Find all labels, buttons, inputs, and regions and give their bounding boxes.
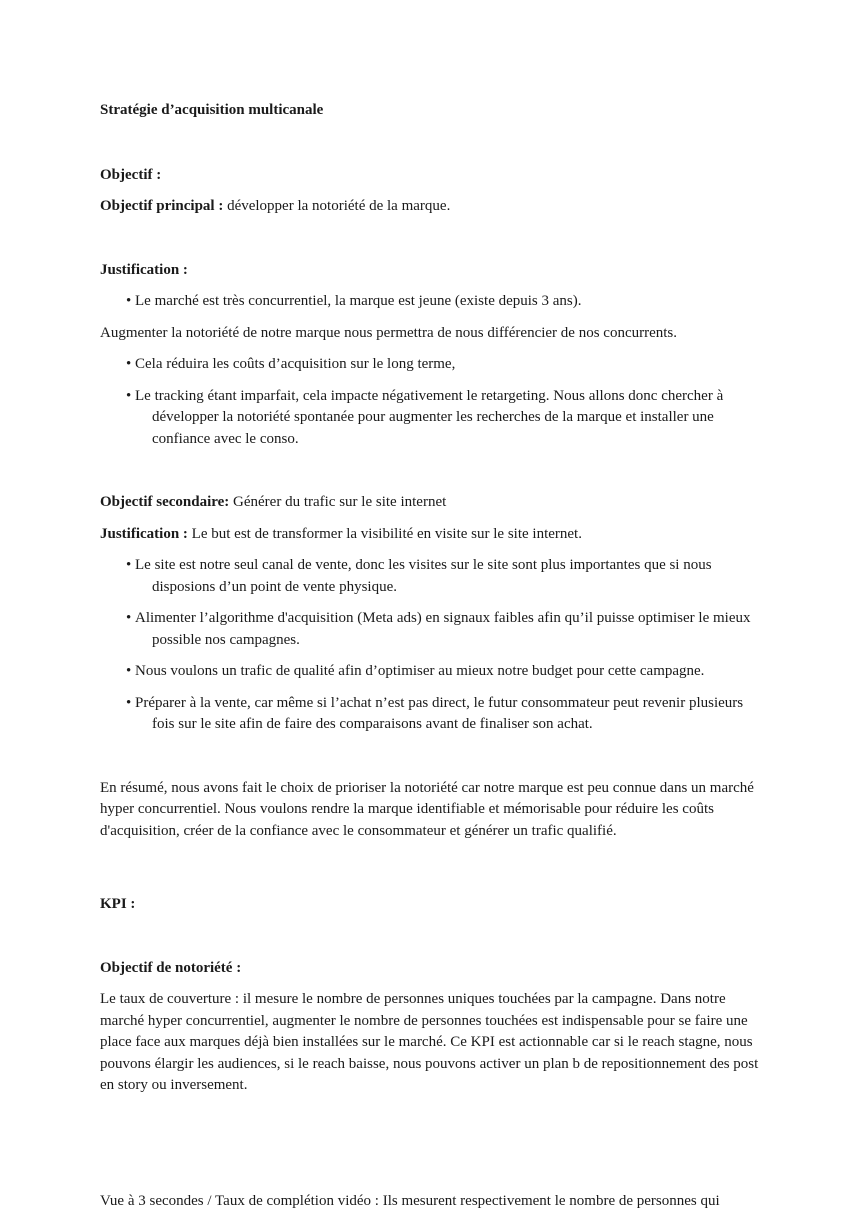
bullet-item: [100, 608, 760, 651]
objectif-secondaire-text: Générer du trafic sur le site internet: [229, 494, 447, 510]
augmenter-paragraph: Augmenter la notoriété de notre marque nous permettra de nous différencier de nos concurrents.: [100, 324, 678, 341]
objectif-principal-text: développer la notoriété de la marque.: [223, 198, 451, 214]
bullet-text-marche: Le marché est très concurrentiel, la marque est jeune (existe depuis 3 ans).: [135, 293, 582, 309]
justification-heading: Justification :: [100, 261, 188, 278]
bullet-item: [100, 291, 760, 313]
bullet-text-vente: Préparer à la vente, car même si l’achat n’est pas direct, le futur consommateur peut revenir plusieurs fois sur le site afin de faire des comparaisons avant de finaliser son achat.: [135, 694, 744, 732]
bullet-text-algorithme: Alimenter l’algorithme d'acquisition (Meta ads) en signaux faibles afin qu’il puisse optimiser le mieux possible nos campagnes.: [135, 610, 751, 648]
taux-couverture-paragraph: Le taux de couverture : il mesure le nombre de personnes uniques touchées par la campagne. Dans notre marché hyper concurrentiel, augmenter le nombre de personnes touchées est indispensable pour se faire une place face aux marques déjà bien installées sur le marché. Ce KPI est actionnable car si le reach stagne, nous pouvons élargir les audiences, si le reach baisse, nous pouvons activer un plan b de repositionnement des post en story ou inversement.: [100, 991, 759, 1093]
bullet-dot: •: [126, 610, 136, 626]
bullet-item: [100, 693, 760, 736]
objectif-secondaire-paragraph: [100, 492, 760, 514]
bullet-dot: •: [126, 663, 136, 679]
objectif-principal-paragraph: [100, 196, 760, 218]
justification-secondaire-text: Le but est de transformer la visibilité en visite sur le site internet.: [187, 525, 582, 542]
objectif-principal-label: Objectif principal :: [100, 198, 224, 214]
bullet-dot: •: [126, 387, 136, 404]
document-title: Stratégie d’acquisition multicanale: [100, 102, 324, 118]
objectif-heading: Objectif :: [100, 166, 162, 183]
bullet-text-site: Le site est notre seul canal de vente, donc les visites sur le site sont plus importantes que si nous disposions d’un point de vente physique.: [135, 557, 712, 595]
kpi-heading: KPI :: [100, 896, 136, 912]
justification-secondaire-label: Justification :: [100, 525, 188, 542]
resume-paragraph: En résumé, nous avons fait le choix de prioriser la notoriété car notre marque est peu connue dans un marché hyper concurrentiel. Nous voulons rendre la marque identifiable et mémorisable pour réduire les coûts d'acquisition, créer de la confiance avec le consommateur et générer un trafic qualifié.: [100, 779, 754, 839]
objectif-secondaire-label: Objectif secondaire:: [100, 494, 230, 510]
bullet-dot: •: [126, 356, 136, 372]
bullet-item: [100, 555, 760, 598]
notoriete-heading: Objectif de notoriété :: [100, 959, 242, 976]
bullet-item: [100, 386, 760, 451]
bullet-text-trafic: Nous voulons un trafic de qualité afin d’optimiser au mieux notre budget pour cette campagne.: [135, 663, 705, 679]
bullet-text-couts: Cela réduira les coûts d’acquisition sur le long terme,: [135, 356, 456, 372]
bullet-text-tracking: Le tracking étant imparfait, cela impacte négativement le retargeting. Nous allons donc chercher à développer la notoriété spontanée pour augmenter les recherches de la marque et installer une confiance avec le conso.: [135, 387, 724, 447]
bullet-dot: •: [126, 557, 136, 573]
bullet-dot: •: [126, 694, 136, 711]
justification-secondaire-paragraph: [100, 524, 760, 546]
bullet-dot: •: [126, 293, 136, 309]
cutoff-line: Vue à 3 secondes / Taux de complétion vidéo : Ils mesurent respectivement le nombre de personnes qui: [100, 1193, 720, 1209]
bullet-item: [100, 661, 760, 683]
document-content: [100, 100, 760, 1097]
bullet-item: [100, 354, 760, 376]
